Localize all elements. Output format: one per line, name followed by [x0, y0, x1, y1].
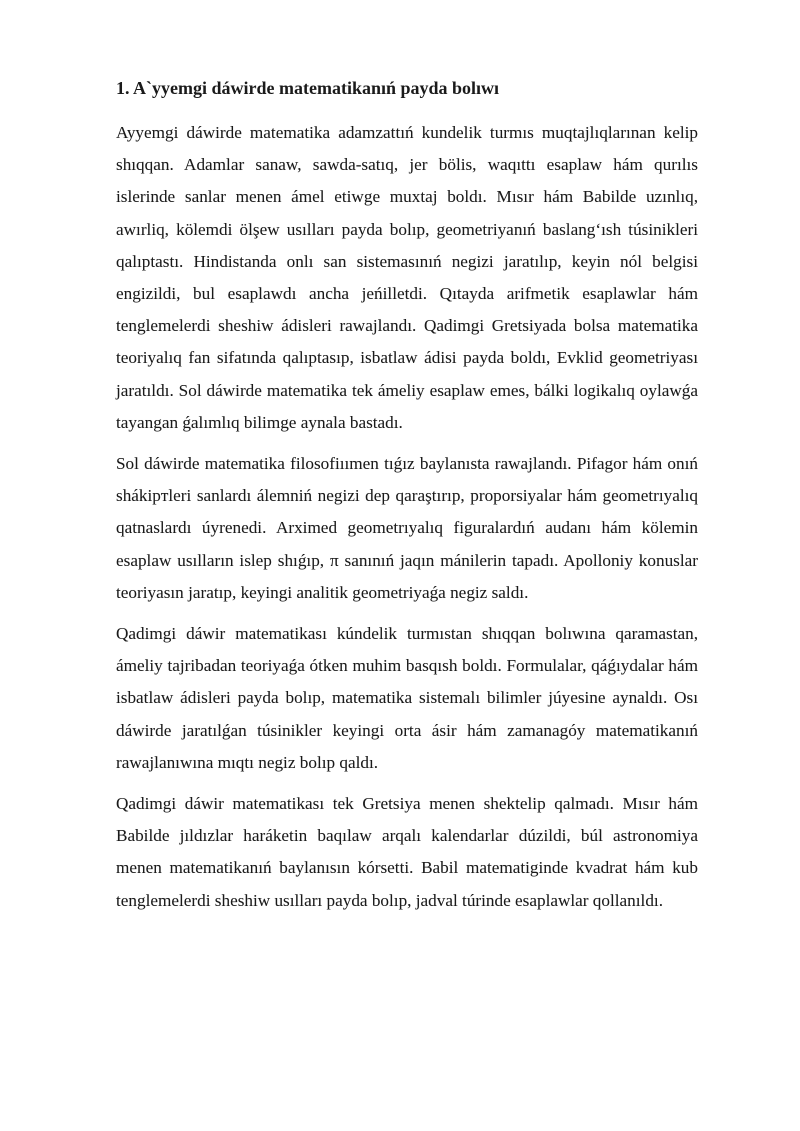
section-heading: 1. A`yyemgi dáwirde matematikanıń payda bolıwı	[116, 78, 500, 98]
paragraph-1: Ayyemgi dáwirde matematika adamzattıń kundelik turmıs muqtajlıqlarınan kelip shıqqan. Adamlar sanaw, sawda-satıq, jer bölis, waqıttı esaplaw hám qurılıs islerinde sanlar menen ámel etiwge muxtaj boldı. Mısır hám Babilde uzınlıq, awırliq, kölemdi ölşew usılları payda bolıp, geometriyanıń baslang‘ısh túsinikleri qalıptastı. Hindistanda onlı san sistemasınıń negizi jaratılıp, keyin nól belgisi engizildi, bul esaplawdı ancha jeńilletdi. Qıtayda arifmetik esaplawlar hám tenglemelerdi sheshiw ádisleri rawajlandı. Qadimgi Gretsiyada bolsa matematika teoriyalıq fan sifatında qalıptasıp, isbatlaw ádisi payda boldı, Evklid geometriyası jaratıldı. Sol dáwirde matematika tek ámeliy esaplaw emes, bálki logikalıq oylawǵa tayangan ǵalımlıq bilimge aynala bastadı.	[116, 123, 698, 432]
document-page	[116, 74, 698, 926]
paragraph-2: Sol dáwirde matematika filosofiıımen tıǵız baylanısta rawajlandı. Pifagor hám onıń shákipтleri sanlardı álemniń negizi dep qaraştırıp, proporsiyalar hám geometrıyalıq qatnaslardı úyrenedi. Arximed geometrıyalıq figuralardıń audanı hám kölemin esaplaw usılların islep shıǵıp, π sanınıń jaqın mánilerin tapadı. Apolloniy konuslar teoriyasın jaratıp, keyingi analitik geometriyaǵa negiz saldı.	[116, 454, 698, 602]
paragraph-3: Qadimgi dáwir matematikası kúndelik turmıstan shıqqan bolıwına qaramastan, ámeliy tajribadan teoriyaǵa ótken muhim basqısh boldı. Formulalar, qáǵıydalar hám isbatlaw ádisleri payda bolıp, matematika sistemalı bilimler júyesine aynaldı. Osı dáwirde jaratılǵan túsinikler keyingi orta ásir hám zamanagóy matematikanıń rawajlanıwına mıqtı negiz bolıp qaldı.	[116, 624, 698, 772]
paragraph-4: Qadimgi dáwir matematikası tek Gretsiya menen shektelip qalmadı. Mısır hám Babilde jıldızlar haráketin baqılaw arqalı kalendarlar dúzildi, búl astronomiya menen matematikanıń baylanısın kórsetti. Babil matematiginde kvadrat hám kub tenglemelerdi sheshiw usılları payda bolıp, jadval túrinde esaplawlar qollanıldı.	[116, 794, 698, 910]
